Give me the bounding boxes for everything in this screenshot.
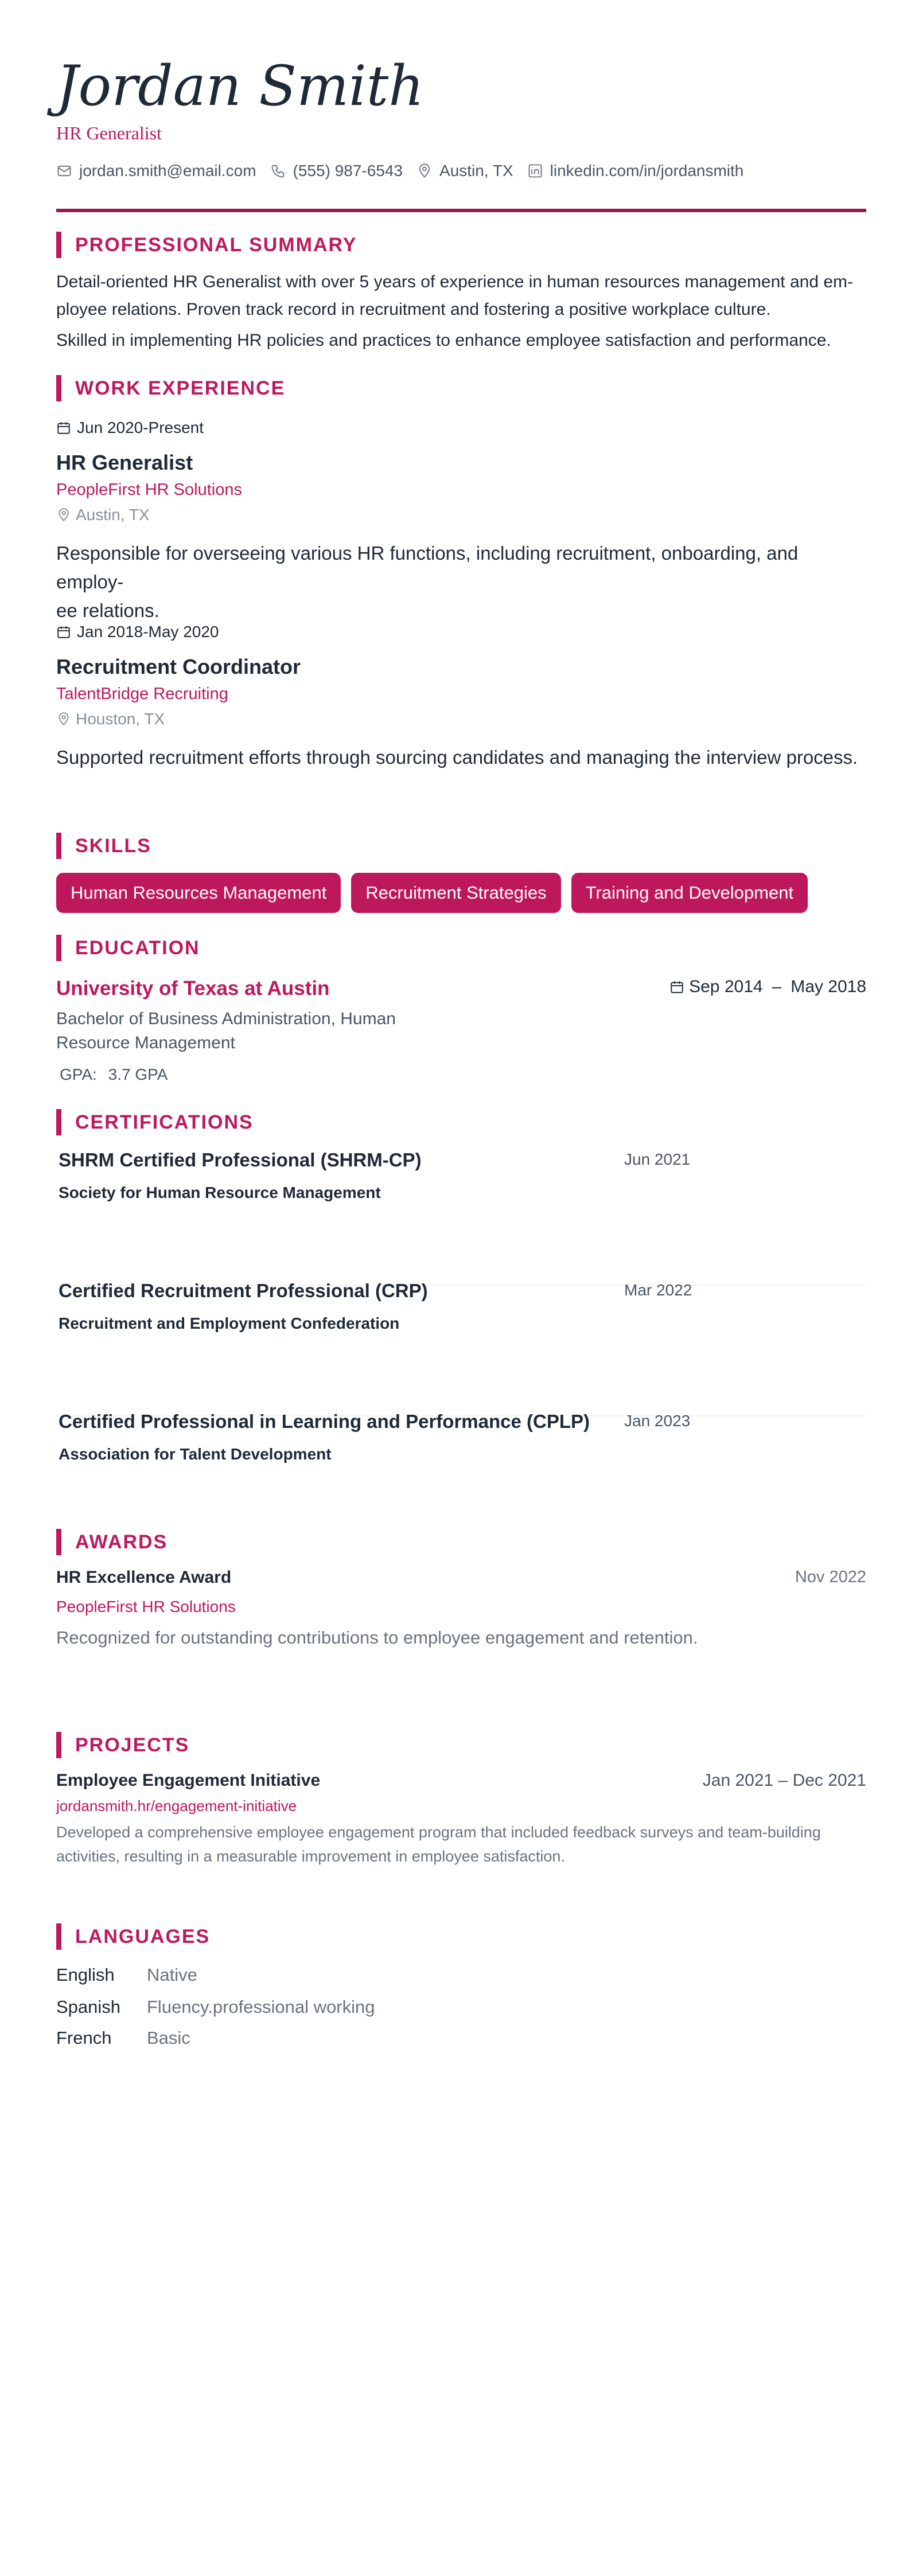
cert-title: SHRM Certified Professional (SHRM-CP) — [59, 1149, 422, 1170]
heading-accent-bar — [56, 833, 61, 859]
award-org: PeopleFirst HR Solutions — [56, 1598, 236, 1615]
job-dates — [56, 419, 866, 437]
degree-line: Resource Management — [56, 1033, 235, 1052]
skill-tag: Human Resources Management — [56, 873, 341, 913]
skills-list — [56, 873, 866, 913]
email-text: jordan.smith@email.com — [79, 162, 256, 179]
gpa — [60, 1065, 870, 1084]
contact-location — [416, 162, 513, 180]
heading-accent-bar — [56, 1923, 61, 1950]
heading-accent-bar — [56, 375, 61, 401]
languages-heading: LANGUAGES — [75, 1925, 211, 1947]
award-title: HR Excellence Award — [56, 1568, 232, 1587]
job-description-line: ee relations. — [56, 600, 159, 621]
map-pin-icon — [56, 508, 71, 522]
cert-title: Certified Recruitment Professional (CRP) — [59, 1280, 428, 1301]
calendar-icon — [56, 625, 71, 639]
language-level: Native — [147, 1965, 197, 1985]
summary-paragraph-2: Skilled in implementing HR policies and practices to enhance employee satisfaction and performance. — [56, 331, 831, 350]
project-link[interactable]: jordansmith.hr/engagement-initiative — [56, 1797, 297, 1814]
section-heading-projects — [56, 1732, 866, 1758]
job-location — [56, 506, 866, 524]
section-heading-experience — [56, 375, 866, 401]
location-text: Austin, TX — [439, 162, 513, 179]
degree — [56, 1007, 469, 1055]
awards-heading: AWARDS — [75, 1531, 168, 1553]
cert-title: Certified Professional in Learning and Performance (CPLP) — [59, 1411, 590, 1432]
language-name: Spanish — [56, 1997, 121, 2017]
project-title: Employee Engagement Initiative — [56, 1771, 321, 1790]
job-title: HR Generalist — [56, 451, 193, 474]
job-location-text: Houston, TX — [76, 710, 165, 728]
job-dates-text: Jan 2018-May 2020 — [77, 623, 219, 641]
map-pin-icon — [56, 712, 71, 727]
cert-org: Association for Talent Development — [59, 1445, 332, 1463]
section-heading-summary — [56, 232, 866, 258]
job-title: Recruitment Coordinator — [56, 655, 301, 678]
summary-paragraph-1 — [56, 268, 866, 323]
section-heading-certifications — [56, 1109, 866, 1135]
phone-icon — [270, 163, 286, 179]
job-dates — [56, 623, 866, 641]
education-date-separator: – — [772, 977, 782, 996]
section-heading-awards — [56, 1529, 866, 1555]
contact-phone[interactable] — [270, 162, 403, 180]
award-date: Nov 2022 — [795, 1568, 866, 1586]
language-name: French — [56, 2028, 112, 2048]
candidate-title: HR Generalist — [56, 123, 162, 143]
language-level: Fluency.professional working — [147, 1997, 375, 2017]
education-start: Sep 2014 — [689, 977, 763, 996]
language-level: Basic — [147, 2028, 190, 2048]
contact-linkedin[interactable] — [527, 162, 744, 180]
language-row — [56, 1997, 866, 2017]
language-row — [56, 2028, 866, 2048]
summary-heading: PROFESSIONAL SUMMARY — [75, 233, 357, 256]
linkedin-text: linkedin.com/in/jordansmith — [550, 162, 744, 179]
phone-text: (555) 987-6543 — [293, 162, 403, 179]
mail-icon — [56, 163, 72, 179]
cert-org: Recruitment and Employment Confederation — [59, 1314, 400, 1332]
projects-heading: PROJECTS — [75, 1734, 190, 1756]
cert-date: Jun 2021 — [624, 1150, 691, 1168]
language-name: English — [56, 1965, 115, 1985]
calendar-icon — [56, 420, 71, 435]
header-divider — [56, 209, 866, 212]
education-dates — [669, 977, 866, 997]
gpa-value: 3.7 GPA — [108, 1065, 168, 1083]
section-heading-languages — [56, 1923, 866, 1950]
cert-date: Jan 2023 — [624, 1412, 691, 1430]
cert-org: Society for Human Resource Management — [59, 1184, 381, 1201]
certifications-heading: CERTIFICATIONS — [75, 1111, 254, 1133]
job-description — [56, 743, 866, 772]
skill-tag: Training and Development — [571, 873, 808, 913]
language-row — [56, 1965, 866, 1985]
education-heading: EDUCATION — [75, 936, 200, 959]
experience-heading: WORK EXPERIENCE — [75, 377, 286, 399]
heading-accent-bar — [56, 232, 61, 258]
skills-heading: SKILLS — [75, 834, 151, 857]
section-heading-education — [56, 935, 866, 961]
job-description-line: Supported recruitment efforts through sourcing candidates and managing the interview process. — [56, 747, 858, 768]
job-location — [56, 710, 866, 728]
job-company: TalentBridge Recruiting — [56, 685, 228, 703]
heading-accent-bar — [56, 935, 61, 961]
job-description — [56, 539, 866, 625]
education-end: May 2018 — [791, 977, 866, 996]
education-entry — [56, 977, 866, 1006]
candidate-name: Jordan Smith — [56, 54, 425, 118]
job-company: PeopleFirst HR Solutions — [56, 481, 242, 499]
section-heading-skills — [56, 833, 866, 859]
map-pin-icon — [416, 163, 433, 179]
degree-line: Bachelor of Business Administration, Human — [56, 1009, 396, 1028]
job-description-line: Responsible for overseeing various HR functions, including recruitment, onboarding, and employ- — [56, 542, 799, 592]
summary-line: Detail-oriented HR Generalist with over 5 years of experience in human resources management and em- — [56, 272, 854, 291]
summary-line: ployee relations. Proven track record in recruitment and fostering a positive workplace culture. — [56, 300, 771, 319]
gpa-label: GPA: — [60, 1065, 97, 1083]
skill-tag: Recruitment Strategies — [351, 873, 560, 913]
contact-bar — [56, 162, 866, 180]
project-description-line: Developed a comprehensive employee engagement program that included feedback surveys and team-building — [56, 1824, 821, 1841]
school-name: University of Texas at Austin — [56, 977, 330, 1000]
heading-accent-bar — [56, 1732, 61, 1758]
linkedin-icon — [527, 163, 543, 179]
job-dates-text: Jun 2020-Present — [77, 419, 204, 436]
cert-date: Mar 2022 — [624, 1281, 692, 1299]
calendar-icon — [669, 979, 684, 994]
project-dates: Jan 2021 – Dec 2021 — [702, 1771, 866, 1790]
job-location-text: Austin, TX — [76, 506, 150, 524]
heading-accent-bar — [56, 1529, 61, 1555]
contact-email[interactable] — [56, 162, 256, 180]
project-description-line: activities, resulting in a measurable improvement in employee satisfaction. — [56, 1848, 565, 1865]
project-description — [56, 1820, 866, 1868]
award-description: Recognized for outstanding contributions to employee engagement and retention. — [56, 1627, 698, 1648]
heading-accent-bar — [56, 1109, 61, 1135]
